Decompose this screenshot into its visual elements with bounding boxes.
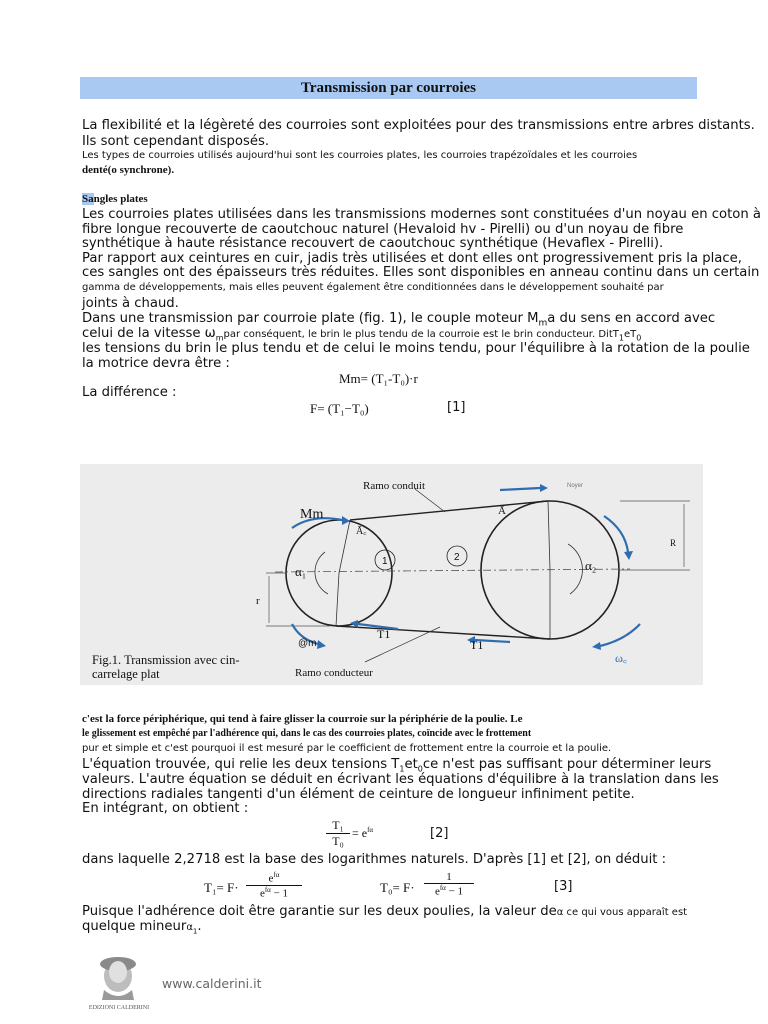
after-fig-dans-laquelle: dans laquelle 2,2718 est la base des logarithmes naturels. D'après [1] et [2], on déduit : — [82, 852, 667, 867]
after-fig-line-3: pur et simple et c'est pourquoi il est mesuré par le coefficient de frottement entre la courroie et la poulie. — [82, 743, 612, 754]
section-line-motrice: la motrice devra être : — [82, 356, 230, 371]
section-line-celui: celui de la vitesse $\omega_mpar$ conséquent, le brin le plus tendu de la courroie est le brin conducteur. $DitT_1eT_0$ — [82, 326, 642, 343]
section-line-4: Par rapport aux ceintures en cuir, jadis très utilisées et dont elles ont progressivement pris la place, — [82, 251, 742, 266]
after-fig-valeurs: valeurs. L'autre équation se déduit en écrivant les équations d'équilibre à la translation dans les — [82, 772, 719, 787]
fraction-t1-t0: $\frac{\text{T₁}}{\text{T₀}}$ — [326, 818, 350, 849]
belt-transmission-figure — [80, 464, 703, 685]
section-line-joints: joints à chaud. — [82, 296, 179, 311]
label-two: 2 — [454, 552, 460, 563]
after-fig-integrant: En intégrant, on obtient : — [82, 801, 249, 816]
section-line-tensions: les tensions du brin le plus tendu et de celui le moins tendu, pour l'équilibre à la rotation de la poulie — [82, 341, 750, 356]
section-line-2: fibre longue recouverte de caoutchouc naturel (Hevaloid hv - Pirelli) ou d'un noyau de fibre — [82, 222, 684, 237]
intro-line-3: Les types de courroies utilisés aujourd'hui sont les courroies plates, les courroies trapézoïdales et les courroies — [82, 150, 638, 161]
equation-tag-1: [1] — [447, 400, 466, 415]
label-omega-c: ω꜀ — [615, 651, 628, 665]
label-a-top: Ā — [498, 505, 506, 517]
after-fig-equation-line: L'équation trouvée, qui relie les deux tensions $T_1et_0ce$ n'est pas suffisant pour déterminer leurs — [82, 757, 712, 774]
equation-tag-2: [2] — [430, 826, 449, 841]
label-t1-left: T1 — [377, 627, 391, 641]
section-heading — [82, 193, 148, 205]
equation-efa: = $e^{f\alpha}$ — [352, 826, 374, 840]
label-alpha2: α₂ — [585, 558, 597, 573]
equation-t1-label: T₁= F· — [204, 880, 239, 895]
label-ramo-conducteur: Ramo conducteur — [295, 667, 373, 679]
section-line-1: Les courroies plates utilisées dans les transmissions modernes sont constituées d'un noyau en coton à — [82, 207, 761, 222]
fraction-t1: $e^{f\alpha}$ $e^{f\alpha} - 1$ — [246, 871, 302, 899]
label-a-small: Ā꜀ — [356, 526, 367, 537]
figure-caption-2: carrelage plat — [92, 667, 160, 681]
after-fig-quelque: quelque mineurα$_1$. — [82, 919, 202, 936]
after-fig-bold-1: c'est la force périphérique, qui tend à faire glisser la courroie sur la périphérie de la poulie. Le — [82, 713, 523, 725]
label-one: 1 — [382, 556, 388, 567]
belt-lower — [336, 626, 550, 639]
intro-line-4: denté(o synchrone). — [82, 164, 175, 176]
omega-c-arrow — [600, 624, 640, 646]
figure-caption-1: Fig.1. Transmission avec cin- — [92, 653, 240, 667]
svg-text:EDIZIONI CALDERINI: EDIZIONI CALDERINI — [88, 1005, 150, 1011]
after-fig-directions: directions radiales tangenti d'un élément de ceinture de longueur infiniment petite. — [82, 787, 635, 802]
footer-url[interactable]: www.calderini.it — [162, 976, 262, 991]
intro-line-2: Ils sont cependant disposés. — [82, 134, 270, 149]
section-heading-highlight: Sa — [82, 193, 94, 205]
after-fig-bold-2: le glissement est empêché par l'adhérence qui, dans le cas des courroies plates, coïncide avec le frottement — [82, 728, 532, 739]
belt-upper — [350, 501, 548, 520]
section-line-difference: La différence : — [82, 385, 177, 400]
figure-drawing — [80, 464, 703, 685]
label-t1-right: T1 — [470, 638, 484, 652]
page-title: Transmission par courroies — [80, 77, 697, 99]
equation-tag-3: [3] — [554, 879, 573, 894]
section-line-5: ces sangles ont des épaisseurs très réduites. Elles sont disponibles en anneau continu dans un certain — [82, 265, 760, 280]
label-omega-m: @m — [298, 638, 317, 649]
label-r-small: r — [256, 595, 260, 607]
equation-t0-label: T₀= F· — [380, 880, 415, 895]
label-r-big: R — [670, 538, 677, 548]
label-mm: Mm — [300, 507, 324, 522]
fraction-t0: 1 $e^{f\alpha} - 1$ — [424, 871, 474, 898]
intro-line-1: La flexibilité et la légèreté des courroies sont exploitées pour des transmissions entre arbres distants. — [82, 118, 755, 133]
label-ramo-conduit: Ramo conduit — [363, 480, 426, 492]
section-heading-rest: ngles plates — [93, 193, 148, 205]
equation-f: F= (T₁−T₀) — [310, 401, 369, 416]
section-line-3: synthétique à haute résistance recouvert de caoutchouc synthétique (Hevaflex - Pirelli). — [82, 236, 664, 251]
section-small-line: gamma de développements, mais elles peuvent également être conditionnées dans le développement souhaité par — [82, 282, 664, 293]
section-line-dans: Dans une transmission par courroie plate (fig. 1), le couple moteur $M_ma$ du sens en accord avec — [82, 311, 716, 329]
label-tiny: Noyer — [567, 483, 584, 489]
center-axis — [275, 569, 630, 572]
label-alpha1: α₁ — [295, 564, 307, 579]
equation-mm: Mm= (T₁-T₀)·r — [339, 371, 418, 386]
after-fig-puisque: Puisque l'adhérence doit être garantie sur les deux poulies, la valeur deα ce qui vous apparaît est — [82, 904, 688, 919]
publisher-logo — [80, 950, 158, 1012]
